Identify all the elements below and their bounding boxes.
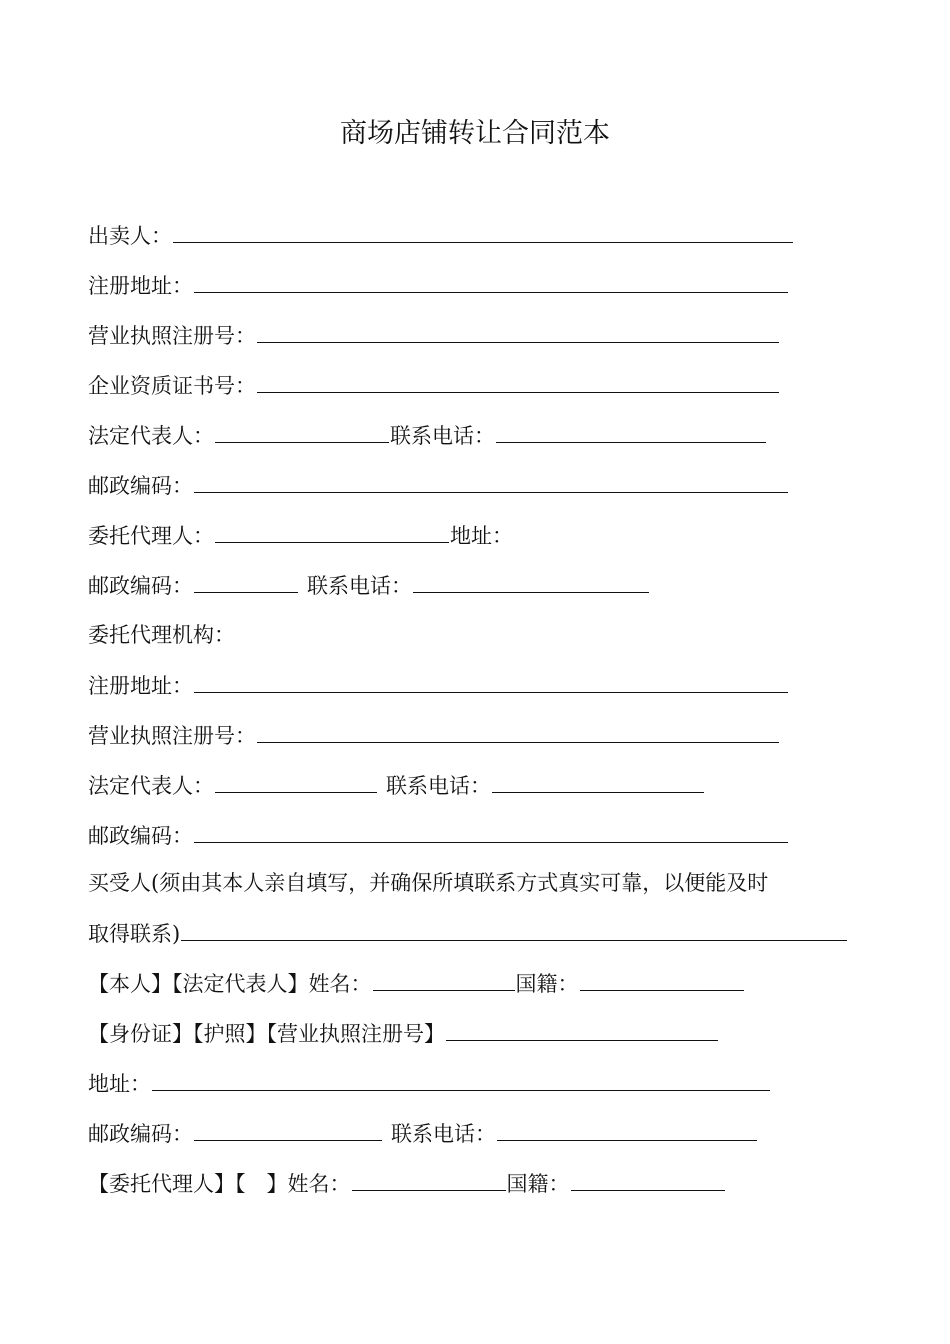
agency-legal-rep-line — [88, 768, 705, 802]
agency-postcode-label: 邮政编码： — [88, 824, 193, 848]
agency-license-line — [88, 718, 780, 752]
agency-label: 委托代理机构： — [88, 623, 235, 647]
buyer-address-blank[interactable] — [152, 1066, 770, 1091]
agency-line — [88, 618, 235, 652]
buyer-phone-blank[interactable] — [497, 1116, 757, 1141]
buyer-intro-text-2: 取得联系) — [88, 922, 181, 946]
document-title: 商场店铺转让合同范本 — [340, 118, 610, 149]
seller-qualification-blank[interactable] — [257, 368, 779, 393]
buyer-nationality-label: 国籍： — [515, 972, 579, 996]
seller-agent-phone-label: 联系电话： — [307, 574, 412, 598]
seller-agent-phone-blank[interactable] — [413, 568, 649, 593]
buyer-blank[interactable] — [181, 916, 847, 941]
buyer-phone-label: 联系电话： — [391, 1122, 496, 1146]
seller-phone-label: 联系电话： — [390, 424, 495, 448]
buyer-intro-line-1 — [88, 866, 768, 900]
seller-agent-blank[interactable] — [215, 518, 449, 543]
buyer-id-line — [88, 1016, 719, 1050]
seller-address-blank[interactable] — [194, 268, 788, 293]
seller-license-line — [88, 318, 780, 352]
seller-name-label: 出卖人： — [88, 224, 172, 248]
agency-phone-blank[interactable] — [492, 768, 704, 793]
seller-agent-address-label: 地址： — [450, 524, 513, 548]
seller-address-line — [88, 268, 789, 302]
seller-agent-postcode-blank[interactable] — [194, 568, 298, 593]
seller-agent-label: 委托代理人： — [88, 524, 214, 548]
seller-agent-postcode-label: 邮政编码： — [88, 574, 193, 598]
buyer-intro-line-2 — [88, 916, 848, 950]
seller-address-label: 注册地址： — [88, 274, 193, 298]
seller-license-blank[interactable] — [257, 318, 779, 343]
agency-address-blank[interactable] — [194, 668, 788, 693]
seller-qualification-label: 企业资质证书号： — [88, 374, 256, 398]
buyer-name-blank[interactable] — [373, 966, 515, 991]
agency-address-label: 注册地址： — [88, 674, 193, 698]
seller-agent-contact-line — [88, 568, 650, 602]
agency-address-line — [88, 668, 789, 702]
seller-postcode-label: 邮政编码： — [88, 474, 193, 498]
seller-legal-rep-blank[interactable] — [215, 418, 389, 443]
agency-legal-rep-blank[interactable] — [215, 768, 377, 793]
buyer-address-line — [88, 1066, 771, 1100]
buyer-postcode-label: 邮政编码： — [88, 1122, 193, 1146]
seller-agent-line — [88, 518, 513, 552]
seller-name-line — [88, 218, 794, 252]
agency-license-blank[interactable] — [257, 718, 779, 743]
buyer-nationality-blank[interactable] — [580, 966, 744, 991]
seller-legal-rep-line — [88, 418, 767, 452]
buyer-agent-line — [88, 1166, 726, 1200]
buyer-address-label: 地址： — [88, 1072, 151, 1096]
agency-postcode-line — [88, 818, 789, 852]
buyer-id-blank[interactable] — [446, 1016, 718, 1041]
buyer-identity-options: 【本人】【法定代表人】姓名： — [88, 972, 372, 996]
agency-license-label: 营业执照注册号： — [88, 724, 256, 748]
buyer-agent-nationality-blank[interactable] — [571, 1166, 725, 1191]
buyer-intro-text-1: 买受人(须由其本人亲自填写，并确保所填联系方式真实可靠，以便能及时 — [88, 871, 769, 895]
seller-legal-rep-label: 法定代表人： — [88, 424, 214, 448]
seller-name-blank[interactable] — [173, 218, 793, 243]
agency-phone-label: 联系电话： — [386, 774, 491, 798]
seller-postcode-line — [88, 468, 789, 502]
buyer-id-options: 【身份证】【护照】【营业执照注册号】 — [88, 1022, 445, 1046]
seller-license-label: 营业执照注册号： — [88, 324, 256, 348]
buyer-postcode-blank[interactable] — [194, 1116, 382, 1141]
buyer-agent-name-blank[interactable] — [352, 1166, 506, 1191]
seller-qualification-line — [88, 368, 780, 402]
agency-legal-rep-label: 法定代表人： — [88, 774, 214, 798]
seller-postcode-blank[interactable] — [194, 468, 788, 493]
agency-postcode-blank[interactable] — [194, 818, 788, 843]
buyer-agent-options: 【委托代理人】【 】姓名： — [88, 1172, 351, 1196]
buyer-contact-line — [88, 1116, 758, 1150]
seller-phone-blank[interactable] — [496, 418, 766, 443]
buyer-name-line — [88, 966, 745, 1000]
buyer-agent-nationality-label: 国籍： — [506, 1172, 570, 1196]
